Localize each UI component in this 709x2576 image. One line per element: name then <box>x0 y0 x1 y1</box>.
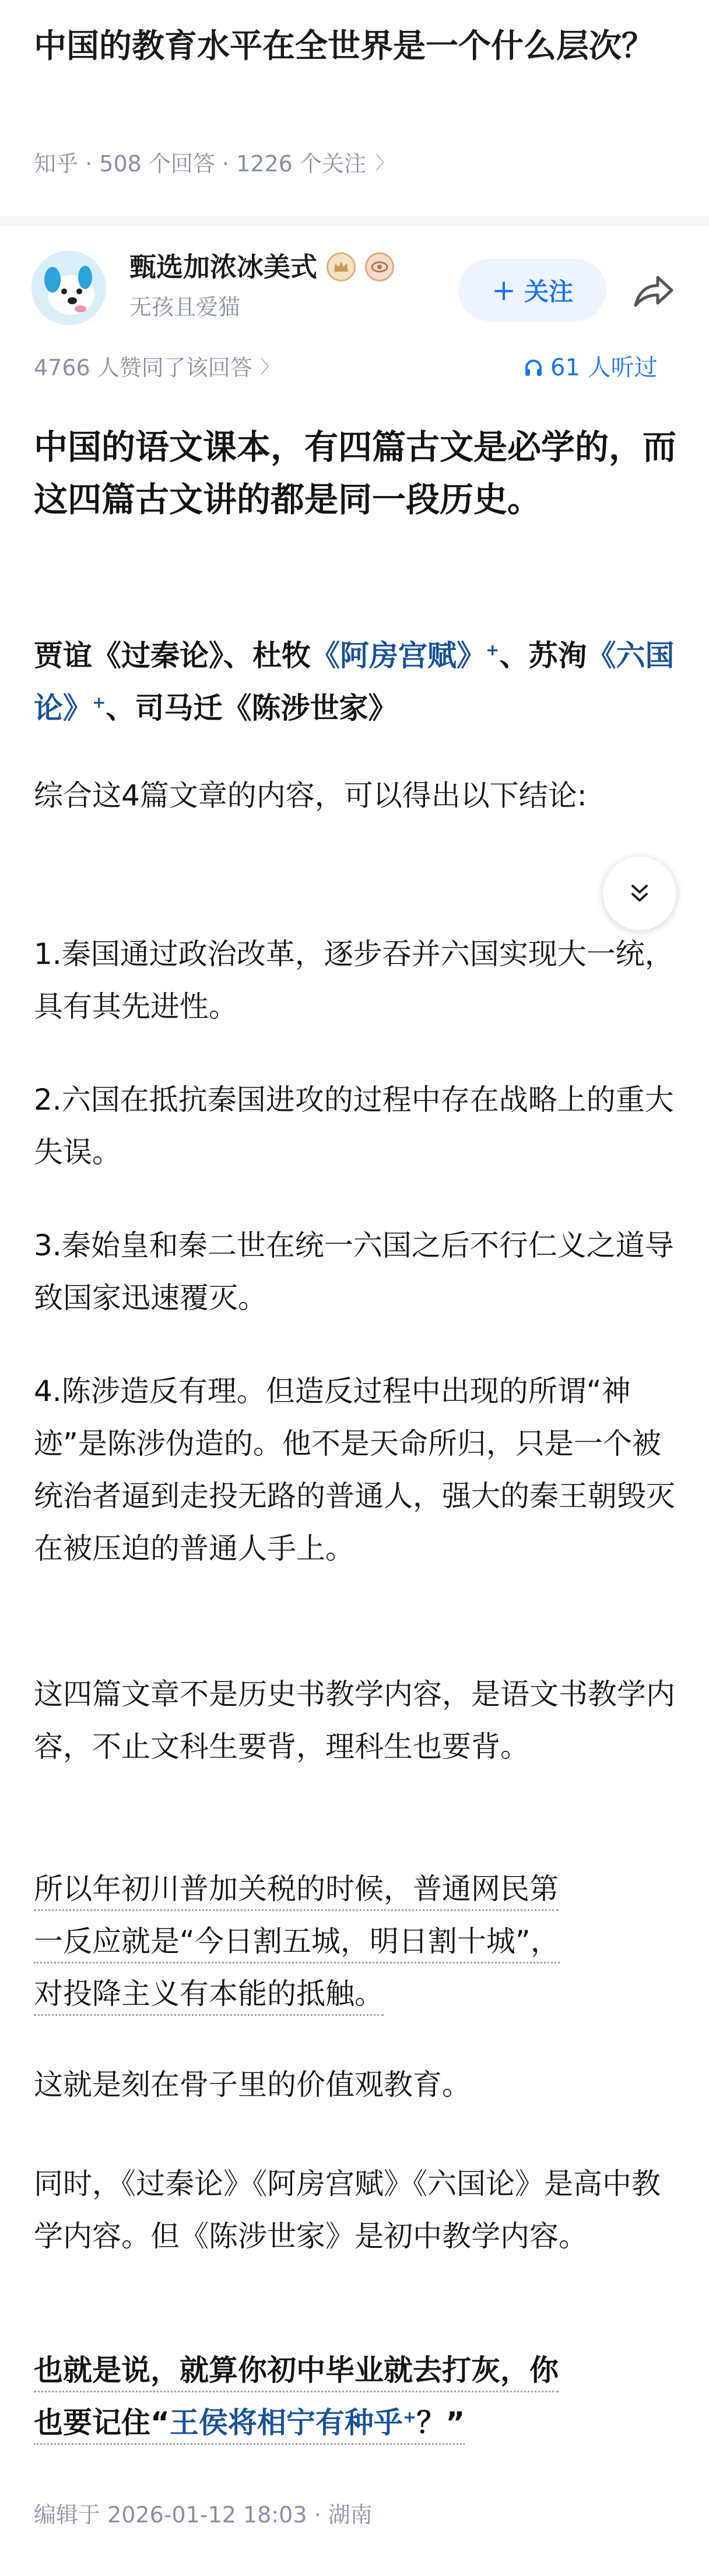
paragraph-not-history: 这四篇文章不是历史书教学内容，是语文书教学内容，不止文科生要背，理科生也要背。 <box>34 1677 675 1764</box>
paragraph-point-4: 4.陈涉造反有理。但造反过程中出现的所谓“神迹”是陈涉伪造的。他不是天命所归，只是一个被统治者逼到走投无路的普通人，强大的秦王朝毁灭在被压迫的普通人手上。 <box>34 1374 675 1565</box>
paragraph-point-2: 2.六国在抵抗秦国进攻的过程中存在战略上的重大失误。 <box>34 1083 674 1169</box>
share-icon <box>630 268 676 315</box>
follow-button[interactable] <box>458 259 606 322</box>
sparkle-icon: + <box>486 640 500 660</box>
author-name-row[interactable] <box>129 248 394 286</box>
crown-badge-icon <box>327 252 356 281</box>
link-wanghou[interactable]: 王侯将相宁有种乎 <box>169 2406 403 2440</box>
paragraph-point-3: 3.秦始皇和秦二世在统一六国之后不行仁义之道导致国家迅速覆灭。 <box>34 1229 674 1315</box>
texts-paragraph: 贾谊《过秦论》、杜牧《阿房宫赋》+、苏洵《六国论》+、司马迁《陈涉世家》 <box>34 639 675 725</box>
paragraph-values: 这就是刻在骨子里的价值观教育。 <box>34 2068 471 2102</box>
lead-paragraph: 中国的语文课本，有四篇古文是必学的，而这四篇古文讲的都是同一段历史。 <box>34 427 677 519</box>
dog-avatar-icon <box>31 251 106 325</box>
link-afanggongfu[interactable]: 《阿房宫赋》 <box>311 639 486 673</box>
follow-label: 关注 <box>524 277 573 306</box>
collapse-button[interactable] <box>603 857 676 930</box>
paragraph-curriculum: 同时，《过秦论》《阿房宫赋》《六国论》是高中教学内容。但《陈涉世家》是初中教学内容。 <box>34 2167 661 2253</box>
plus-icon: + <box>492 273 516 307</box>
double-chevron-down-icon <box>626 880 653 907</box>
answer-count: 508 个回答 <box>99 151 215 177</box>
chevron-right-icon: 〉 <box>375 153 393 174</box>
sparkle-icon: + <box>92 692 106 712</box>
headphones-icon <box>524 358 543 378</box>
eye-badge-icon <box>365 252 394 281</box>
link-liuguolun[interactable]: 《六国论》 <box>34 639 675 725</box>
author-name: 甄选加浓冰美式 <box>129 251 317 283</box>
listen-count: 61 人听过 <box>550 354 658 381</box>
sparkle-icon: + <box>402 2407 417 2427</box>
paragraph-tariff: 所以年初川普加关税的时候，普通网民第 一反应就是“今日割五城，明日割十城”， 对投降主义有本能的抵触。 <box>34 1863 678 2020</box>
vote-summary[interactable] <box>34 352 278 383</box>
question-meta[interactable]: 知乎 · 508 个回答 · 1226 个关注 〉 <box>34 148 393 180</box>
vote-count: 4766 人赞同了该回答 <box>34 355 252 381</box>
listen-button[interactable] <box>524 352 658 383</box>
share-button[interactable] <box>630 268 676 315</box>
question-title[interactable]: 中国的教育水平在全世界是一个什么层次？ <box>34 27 654 65</box>
edit-info: 编辑于 2026-01-12 18:03 · 湖南 <box>34 2502 373 2528</box>
follow-count: 1226 个关注 <box>236 151 366 177</box>
chevron-right-icon: 〉 <box>260 357 278 378</box>
paragraph-conclusion-intro: 综合这4篇文章的内容，可以得出以下结论: <box>34 779 587 812</box>
author-avatar[interactable] <box>31 251 106 325</box>
section-divider <box>0 216 709 226</box>
source-label: 知乎 <box>34 151 79 177</box>
paragraph-closing: 也就是说，就算你初中毕业就去打灰，你 也要记住“王侯将相宁有种乎+？” <box>34 2344 678 2449</box>
paragraph-point-1: 1.秦国通过政治改革，逐步吞并六国实现大一统，具有其先进性。 <box>34 937 674 1023</box>
author-bio: 无孩且爱猫 <box>129 294 241 320</box>
